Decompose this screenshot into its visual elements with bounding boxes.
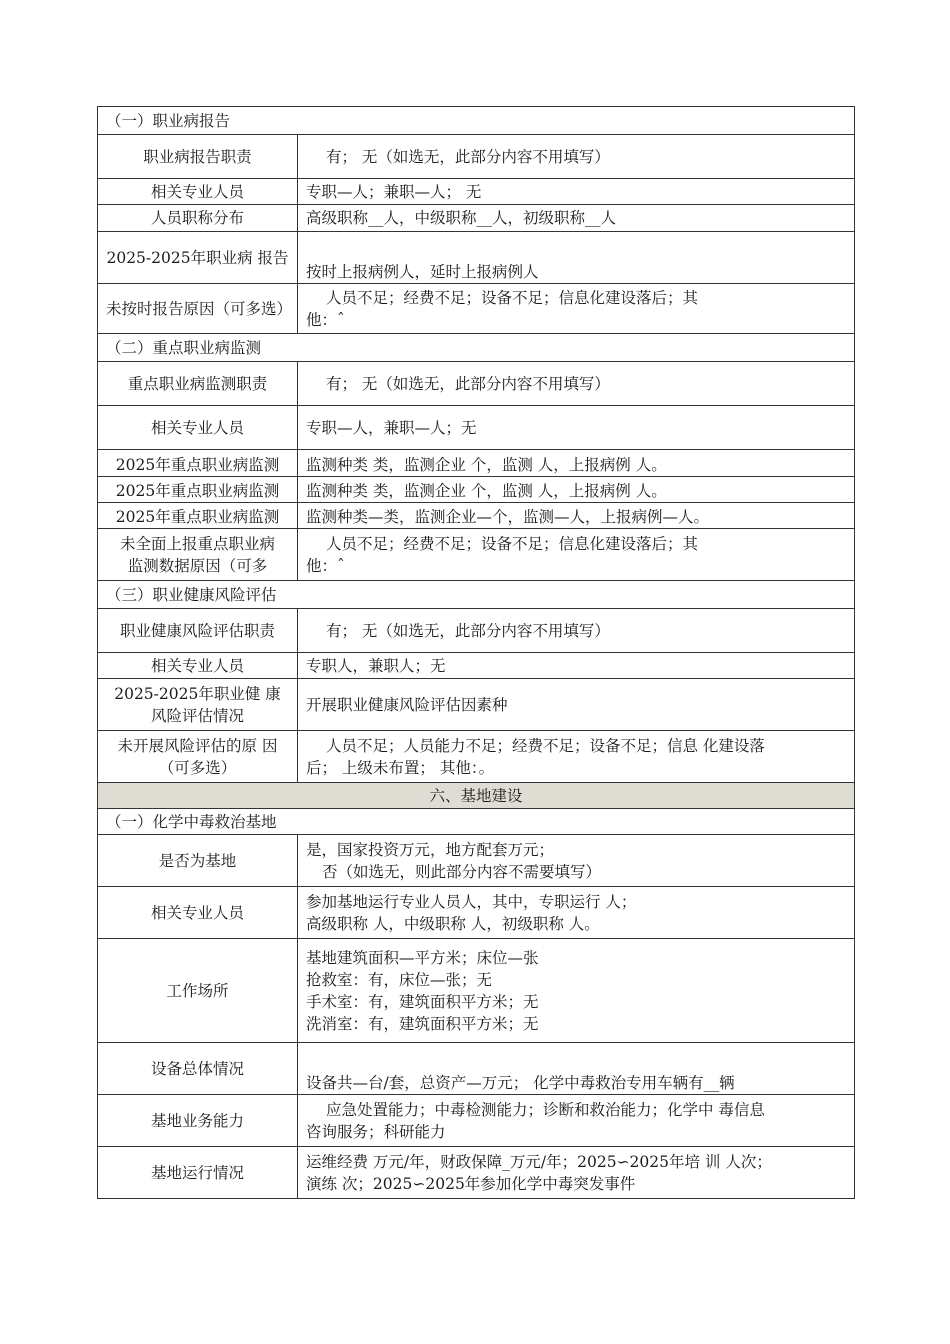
value-line: 运维经费 万元/年，财政保障_万元/年；2025∽2025年培 训 人次；: [306, 1152, 772, 1171]
row-value: [298, 939, 855, 1043]
row-label: 相关专业人员: [98, 653, 298, 679]
value-line: 应急处置能力；中毒检测能力；诊断和救治能力；化学中 毒信息: [326, 1100, 765, 1119]
section-title: （二）重点职业病监测: [98, 334, 855, 362]
label-line: 监测数据原因（可多: [127, 556, 268, 575]
chapter-banner: 六、基地建设: [98, 783, 855, 809]
value-line: 否（如选无，则此部分内容不需要填写）: [322, 862, 602, 881]
row-value: 专职人，兼职人；无: [298, 653, 855, 679]
value-line: 他：ˆ: [306, 556, 345, 575]
row-value: 专职—人；兼职—人； 无: [298, 179, 855, 205]
row-label: [98, 529, 298, 581]
value-line: 人员不足；经费不足；设备不足；信息化建设落后；其: [326, 534, 699, 553]
row-value: 有； 无（如选无，此部分内容不用填写）: [298, 362, 855, 406]
row-value: 按时上报病例人，延时上报病例人: [298, 232, 855, 284]
row-label: 未按时报告原因（可多选）: [98, 284, 298, 334]
row-value: 专职—人，兼职—人；无: [298, 406, 855, 450]
row-label: 职业健康风险评估职责: [98, 609, 298, 653]
row-value: 有； 无（如选无，此部分内容不用填写）: [298, 135, 855, 179]
row-label: 重点职业病监测职责: [98, 362, 298, 406]
label-line: 未开展风险评估的原 因: [117, 736, 278, 755]
value-line: 后； 上级未布置； 其他：。: [306, 758, 495, 777]
value-line: 是，国家投资万元，地方配套万元；: [306, 840, 555, 859]
value-line: 人员不足；人员能力不足；经费不足；设备不足；信息 化建设落: [326, 736, 765, 755]
label-line: 2025-2025年职业健 康: [114, 684, 281, 703]
row-value: 监测种类 类，监测企业 个，监测 人，上报病例 人。: [298, 477, 855, 503]
row-label: 是否为基地: [98, 835, 298, 887]
row-value: [298, 835, 855, 887]
row-label: [98, 731, 298, 783]
section-title: （三）职业健康风险评估: [98, 581, 855, 609]
row-value: [298, 1147, 855, 1199]
row-value: 有； 无（如选无，此部分内容不用填写）: [298, 609, 855, 653]
row-value: 监测种类 类，监测企业 个，监测 人，上报病例 人。: [298, 450, 855, 477]
row-value: [298, 529, 855, 581]
row-value: [298, 731, 855, 783]
row-label: 相关专业人员: [98, 179, 298, 205]
row-label: 2025年重点职业病监测: [98, 503, 298, 529]
row-label: 基地运行情况: [98, 1147, 298, 1199]
value-line: 人员不足；经费不足；设备不足；信息化建设落后；其: [326, 288, 699, 307]
section-title: （一）化学中毒救治基地: [98, 809, 855, 835]
value-line: 高级职称 人，中级职称 人，初级职称 人。: [306, 914, 600, 933]
row-label: 2025年重点职业病监测: [98, 477, 298, 503]
label-line: 未全面上报重点职业病: [119, 534, 275, 553]
value-line: 他：ˆ: [306, 310, 345, 329]
row-value: [298, 1095, 855, 1147]
value-line: 咨询服务；科研能力: [306, 1122, 446, 1141]
row-label: 2025年重点职业病监测: [98, 450, 298, 477]
row-value: 开展职业健康风险评估因素种: [298, 679, 855, 731]
value-line: 基地建筑面积—平方米；床位—张: [306, 948, 539, 967]
row-label: 相关专业人员: [98, 887, 298, 939]
label-line: 风险评估情况: [150, 706, 244, 725]
row-label: 工作场所: [98, 939, 298, 1043]
label-line: （可多选）: [158, 758, 237, 777]
value-line: 参加基地运行专业人员人，其中，专职运行 人；: [306, 892, 637, 911]
form-table: [97, 106, 855, 1199]
row-value: 监测种类—类，监测企业—个，监测—人，上报病例—人。: [298, 503, 855, 529]
row-label: 基地业务能力: [98, 1095, 298, 1147]
row-label: 人员职称分布: [98, 205, 298, 232]
value-line: 抢救室：有，床位—张；无: [306, 970, 493, 989]
section-title: （一）职业病报告: [98, 107, 855, 135]
row-label: 2025-2025年职业病 报告: [98, 232, 298, 284]
row-label: 相关专业人员: [98, 406, 298, 450]
row-label: 设备总体情况: [98, 1043, 298, 1095]
row-label: [98, 679, 298, 731]
row-label: 职业病报告职责: [98, 135, 298, 179]
row-value: [298, 284, 855, 334]
value-line: 演练 次；2025∽2025年参加化学中毒突发事件: [306, 1174, 636, 1193]
value-line: 洗消室：有，建筑面积平方米；无: [306, 1014, 539, 1033]
row-value: 设备共—台/套，总资产—万元； 化学中毒救治专用车辆有__辆: [298, 1043, 855, 1095]
row-value: 高级职称__人，中级职称__人，初级职称__人: [298, 205, 855, 232]
row-value: [298, 887, 855, 939]
value-line: 手术室：有，建筑面积平方米；无: [306, 992, 539, 1011]
